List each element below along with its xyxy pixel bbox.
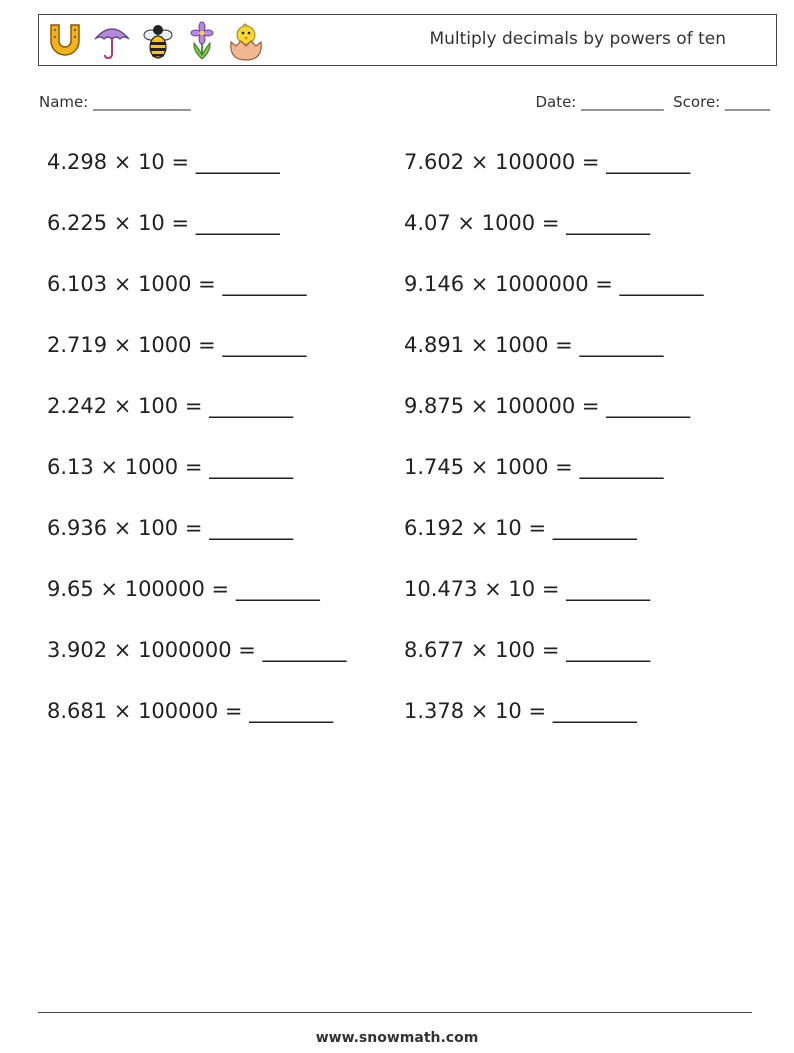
problem-item: 4.891 × 1000 = ________	[404, 333, 664, 357]
problem-item: 8.681 × 100000 = ________	[47, 699, 334, 723]
problem-item: 7.602 × 100000 = ________	[404, 150, 691, 174]
problem-item: 9.65 × 100000 = ________	[47, 577, 320, 601]
footer-divider	[38, 1012, 752, 1013]
problem-item: 6.103 × 1000 = ________	[47, 272, 307, 296]
problem-item: 6.936 × 100 = ________	[47, 516, 294, 540]
problem-item: 4.298 × 10 = ________	[47, 150, 280, 174]
problem-item: 3.902 × 1000000 = ________	[47, 638, 347, 662]
problem-item: 9.875 × 100000 = ________	[404, 394, 691, 418]
date-score-field: Date: ___________ Score: ______	[535, 93, 770, 111]
bee-icon	[139, 21, 177, 61]
umbrella-icon	[93, 21, 131, 61]
problem-item: 10.473 × 10 = ________	[404, 577, 651, 601]
flower-icon	[185, 21, 219, 61]
problem-item: 6.13 × 1000 = ________	[47, 455, 294, 479]
problem-item: 9.146 × 1000000 = ________	[404, 272, 704, 296]
problem-item: 2.242 × 100 = ________	[47, 394, 294, 418]
problem-item: 6.192 × 10 = ________	[404, 516, 637, 540]
problem-item: 6.225 × 10 = ________	[47, 211, 280, 235]
footer-url[interactable]: www.snowmath.com	[315, 1030, 479, 1046]
header-icons	[45, 20, 265, 62]
worksheet-title: Multiply decimals by powers of ten	[429, 29, 726, 49]
name-field: Name: _____________	[39, 93, 191, 111]
problem-item: 4.07 × 1000 = ________	[404, 211, 651, 235]
problem-item: 8.677 × 100 = ________	[404, 638, 651, 662]
problem-item: 1.745 × 1000 = ________	[404, 455, 664, 479]
problem-item: 1.378 × 10 = ________	[404, 699, 637, 723]
worksheet-header	[38, 14, 777, 66]
chick-icon	[227, 20, 265, 62]
problem-item: 2.719 × 1000 = ________	[47, 333, 307, 357]
horseshoe-icon	[45, 21, 85, 61]
